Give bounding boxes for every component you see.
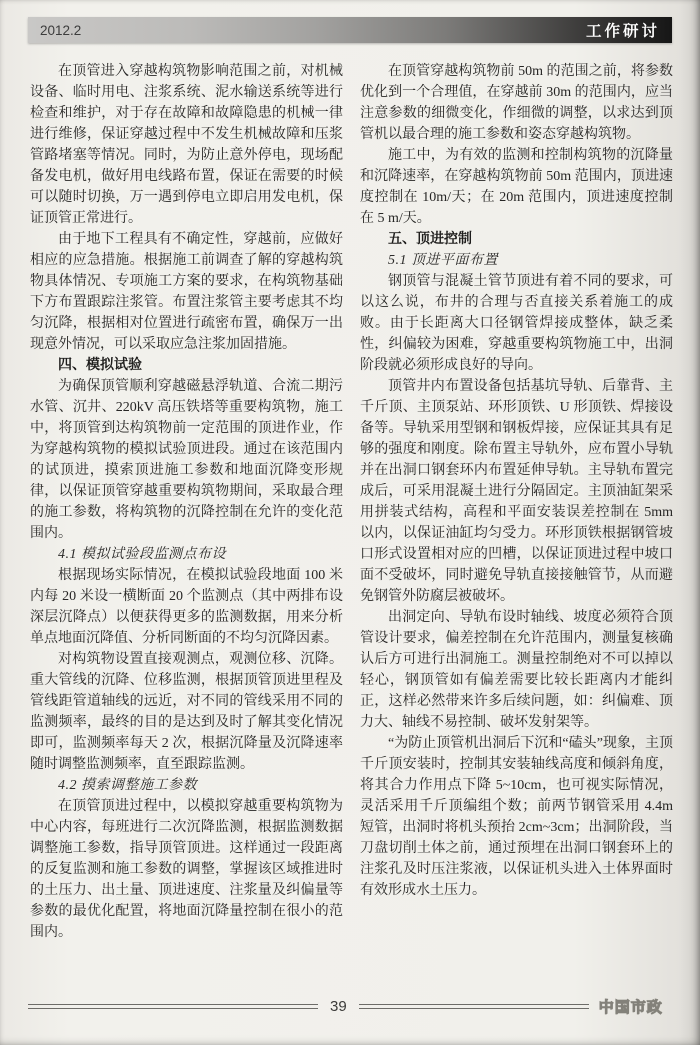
right-column — [360, 61, 673, 943]
section-heading: 四、模拟试验 — [58, 358, 142, 373]
paragraph: “为防止顶管机出洞后下沉和“磕头”现象，主顶千斤顶安装时，控制其安装轴线高度和倾斜角度，将其合力作用点下降 5~10cm，也可视实际情况，灵活采用千斤顶编组个数；前两节钢管采用 4.4m 短管，出洞时将机头预抬 2cm~3cm；出洞阶段，当刀盘切削土体之前，通过预埋在出洞口钢套环上的注浆孔及时压注浆液，以保证机头进入土体界面时有效形成水土压力。 — [360, 736, 673, 898]
paragraph: 在顶管进入穿越构筑物影响范围之前，对机械设备、临时用电、注浆系统、泥水输送系统等进行检查和维护，对于存在故障和故障隐患的机械一律进行维修，保证穿越过程中不发生机械故障和压浆管路堵塞等情况。同时，为防止意外停电，现场配备发电机，做好用电线路布置，保证在需要的时候可以随时切换，万一遇到停电立即启用发电机，保证顶管正常进行。 — [30, 64, 343, 226]
journal-logo: 中国市政 — [598, 1000, 663, 1016]
page-footer — [28, 996, 678, 1017]
paragraph: 为确保顶管顺利穿越磁悬浮轨道、合流二期污水管、沉井、220kV 高压铁塔等重要构筑物，施工中，将顶管到达构筑物前一定范围的顶进作业，作为穿越构筑物的模拟试验顶进段。通过在该范围内的试顶进，摸索顶进施工参数和地面沉降变形规律，以保证顶管穿越重要构筑物期间，采取最合理的施工参数，将构筑物的沉降控制在允许的变化范围内。 — [30, 379, 343, 541]
paragraph: 根据现场实际情况，在模拟试验段地面 100 米内每 20 米设一横断面 20 个监测点（其中两排布设深层沉降点）以便获得更多的监测数据，用来分析单点地面沉降值、分析同断面的不均匀沉降因素。 — [30, 568, 343, 646]
page-number: 39 — [330, 998, 347, 1015]
paragraph: 施工中，为有效的监测和控制构筑物的沉降量和沉降速率，在穿越构筑物前 50m 范围内，顶进速度控制在 10m/天；在 20m 范围内，顶进速度控制在 5 m/天。 — [360, 148, 673, 226]
subsection-heading: 4.1 模拟试验段监测点布设 — [58, 547, 226, 562]
footer-rule-left — [28, 1004, 318, 1009]
footer-rule-right — [359, 1004, 589, 1009]
paragraph: 在顶管顶进过程中，以模拟穿越重要构筑物为中心内容，每班进行二次沉降监测，根据监测数据调整施工参数，指导顶管顶进。这样通过一段距离的反复监测和施工参数的调整，掌握该区域推进时的土压力、出土量、顶进速度、注浆量及纠偏量等参数的最优化配置，将地面沉降量控制在很小的范围内。 — [30, 799, 343, 940]
left-column — [30, 61, 343, 943]
paragraph: 对构筑物设置直接观测点，观测位移、沉降。重大管线的沉降、位移监测，根据顶管顶进里程及管线距管道轴线的远近，对不同的管线采用不同的监测频率，最终的目的是达到及时了解其变化情况即可，监测频率每天 2 次，根据沉降量及沉降速率随时调整监测频率，直至跟踪监测。 — [30, 652, 343, 772]
section-title: 工作研讨 — [585, 23, 660, 40]
subsection-heading: 5.1 顶进平面布置 — [388, 253, 498, 268]
paragraph: 由于地下工程具有不确定性，穿越前，应做好相应的应急措施。根据施工前调查了解的穿越构筑物具体情况、专项施工方案的要求，在构筑物基础下方布置跟踪注浆管。布置注浆管主要考虑其不均匀沉降，根据相对位置进行疏密布置，确保万一出现意外情况，可以采取应急注浆加固措施。 — [30, 232, 343, 352]
subsection-heading: 4.2 摸索调整施工参数 — [58, 778, 197, 793]
paragraph: 顶管井内布置设备包括基坑导轨、后靠背、主千斤顶、主顶泵站、环形顶铁、U 形顶铁、焊接设备等。导轨采用型钢和钢板焊接，应保证其具有足够的强度和刚度。除布置主导轨外，应布置小导轨并在出洞口钢套环内布置延伸导轨。主导轨布置完成后，可采用混凝土进行分隔固定。主顶油缸架采用拼装式结构，高程和平面安装误差控制在 5mm 以内，以保证油缸均匀受力。环形顶铁根据钢管坡口形式设置相对应的凹槽，以保证顶进过程中坡口面不受破坏，同时避免导轨直接接触管节，从而避免钢管外防腐层被破坏。 — [360, 379, 673, 604]
paragraph: 钢顶管与混凝土管节顶进有着不同的要求，可以这么说，布井的合理与否直接关系着施工的成败。由于长距离大口径钢管焊接成整体，缺乏柔性，纠偏较为困难，穿越重要构筑物施工中，出洞阶段就必须形成良好的导向。 — [360, 274, 673, 373]
paragraph: 在顶管穿越构筑物前 50m 的范围之前，将参数优化到一个合理值，在穿越前 30m 的范围内，应当注意参数的细微变化，作细微的调整，以求达到顶管机以最合理的施工参数和姿态穿越构筑物。 — [360, 64, 673, 142]
page-header-bar — [28, 17, 672, 43]
issue-label: 2012.2 — [40, 22, 82, 38]
paragraph: 出洞定向、导轨布设时轴线、坡度必须符合顶管设计要求，偏差控制在允许范围内，测量复核确认后方可进行出洞施工。测量控制绝对不可以掉以轻心，钢顶管如有偏差需要比较长距离内才能纠正，这样必然带来许多后续问题，如：纠偏难、顶力大、轴线不易控制、破坏发射架等。 — [360, 610, 673, 730]
section-heading: 五、顶进控制 — [388, 232, 472, 247]
two-column-body — [30, 61, 673, 943]
